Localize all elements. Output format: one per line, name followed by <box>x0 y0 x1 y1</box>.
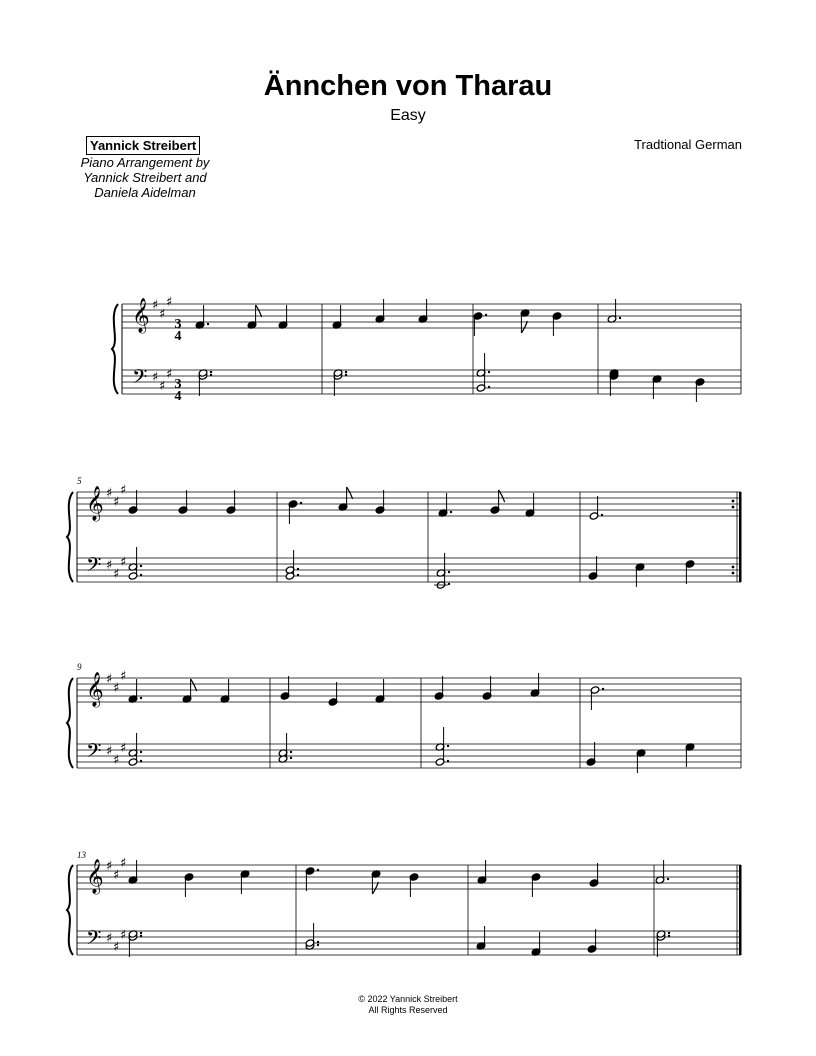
attribution: Tradtional German <box>634 137 742 152</box>
dot <box>210 371 212 373</box>
treble-clef: 𝄞 <box>86 486 104 521</box>
dot <box>447 745 449 747</box>
dot <box>447 760 449 762</box>
dot <box>317 944 319 946</box>
sharp-sign: ♯ <box>120 669 127 684</box>
sharp-sign: ♯ <box>152 298 159 313</box>
dot <box>667 878 669 880</box>
dot <box>140 932 142 934</box>
repeat-barline <box>739 492 742 582</box>
sharp-sign: ♯ <box>120 856 127 871</box>
brace <box>67 678 73 768</box>
bass-clef: 𝄢 <box>86 926 102 954</box>
measure-number: 5 <box>77 476 82 486</box>
sharp-sign: ♯ <box>120 555 127 570</box>
time-signature-bottom: 4 <box>174 329 182 344</box>
copyright-line: All Rights Reserved <box>368 1005 448 1015</box>
dot <box>488 386 490 388</box>
sharp-sign: ♯ <box>159 307 166 322</box>
copyright-line: © 2022 Yannick Streibert <box>358 994 458 1004</box>
flag <box>191 679 197 691</box>
dot <box>140 565 142 567</box>
copyright <box>0 994 816 1016</box>
dot <box>300 502 302 504</box>
dot <box>345 374 347 376</box>
sharp-sign: ♯ <box>166 367 173 382</box>
sharp-sign: ♯ <box>120 741 127 756</box>
dot <box>601 514 603 516</box>
dot <box>448 571 450 573</box>
sharp-sign: ♯ <box>106 672 113 687</box>
composer-box: Yannick Streibert <box>86 136 200 155</box>
piece-title: Ännchen von Tharau <box>263 70 553 102</box>
repeat-dot <box>732 566 735 569</box>
brace <box>67 865 73 955</box>
dot <box>207 323 209 325</box>
piece-subtitle: Easy <box>390 107 426 124</box>
sharp-sign: ♯ <box>106 744 113 759</box>
brace <box>112 304 118 394</box>
sharp-sign: ♯ <box>106 931 113 946</box>
sharp-sign: ♯ <box>113 681 120 696</box>
sharp-sign: ♯ <box>113 940 120 955</box>
measure-number: 13 <box>77 850 86 860</box>
time-signature-top: 3 <box>174 317 182 332</box>
dot <box>448 583 450 585</box>
dot <box>140 760 142 762</box>
sharp-sign: ♯ <box>106 486 113 501</box>
sharp-sign: ♯ <box>106 558 113 573</box>
sharp-sign: ♯ <box>120 928 127 943</box>
sharp-sign: ♯ <box>113 495 120 510</box>
dot <box>210 374 212 376</box>
dot <box>450 511 452 513</box>
sharp-sign: ♯ <box>113 753 120 768</box>
dot <box>668 935 670 937</box>
bass-clef: 𝄢 <box>86 553 102 581</box>
flag <box>256 305 262 317</box>
dot <box>619 317 621 319</box>
bass-clef: 𝄢 <box>86 739 102 767</box>
sharp-sign: ♯ <box>152 370 159 385</box>
arranger-line: Piano Arrangement by <box>80 155 210 170</box>
dot <box>297 574 299 576</box>
arranger-line: Yannick Streibert and <box>83 170 207 185</box>
dot <box>140 751 142 753</box>
dot <box>140 935 142 937</box>
dot <box>488 371 490 373</box>
final-barline <box>739 865 742 955</box>
repeat-dot <box>732 500 735 503</box>
dot <box>297 568 299 570</box>
time-signature-top: 3 <box>174 377 182 392</box>
brace <box>67 492 73 582</box>
treble-clef: 𝄞 <box>132 298 150 333</box>
dot <box>140 574 142 576</box>
dot <box>290 751 292 753</box>
flag <box>521 321 527 333</box>
repeat-dot <box>732 572 735 575</box>
sharp-sign: ♯ <box>159 379 166 394</box>
sharp-sign: ♯ <box>113 868 120 883</box>
treble-clef: 𝄞 <box>86 859 104 894</box>
dot <box>317 941 319 943</box>
measure-number: 9 <box>77 662 82 672</box>
sharp-sign: ♯ <box>120 483 127 498</box>
dot <box>290 757 292 759</box>
bass-clef: 𝄢 <box>132 365 148 393</box>
dot <box>485 314 487 316</box>
dot <box>668 932 670 934</box>
dot <box>140 697 142 699</box>
repeat-dot <box>732 506 735 509</box>
dot <box>602 688 604 690</box>
treble-clef: 𝄞 <box>86 672 104 707</box>
dot <box>345 371 347 373</box>
sharp-sign: ♯ <box>113 567 120 582</box>
dot <box>317 869 319 871</box>
arranger-line: Daniela Aidelman <box>94 185 196 200</box>
sharp-sign: ♯ <box>166 295 173 310</box>
flag <box>372 882 378 894</box>
time-signature-bottom: 4 <box>174 389 182 404</box>
sharp-sign: ♯ <box>106 859 113 874</box>
flag <box>347 487 353 499</box>
